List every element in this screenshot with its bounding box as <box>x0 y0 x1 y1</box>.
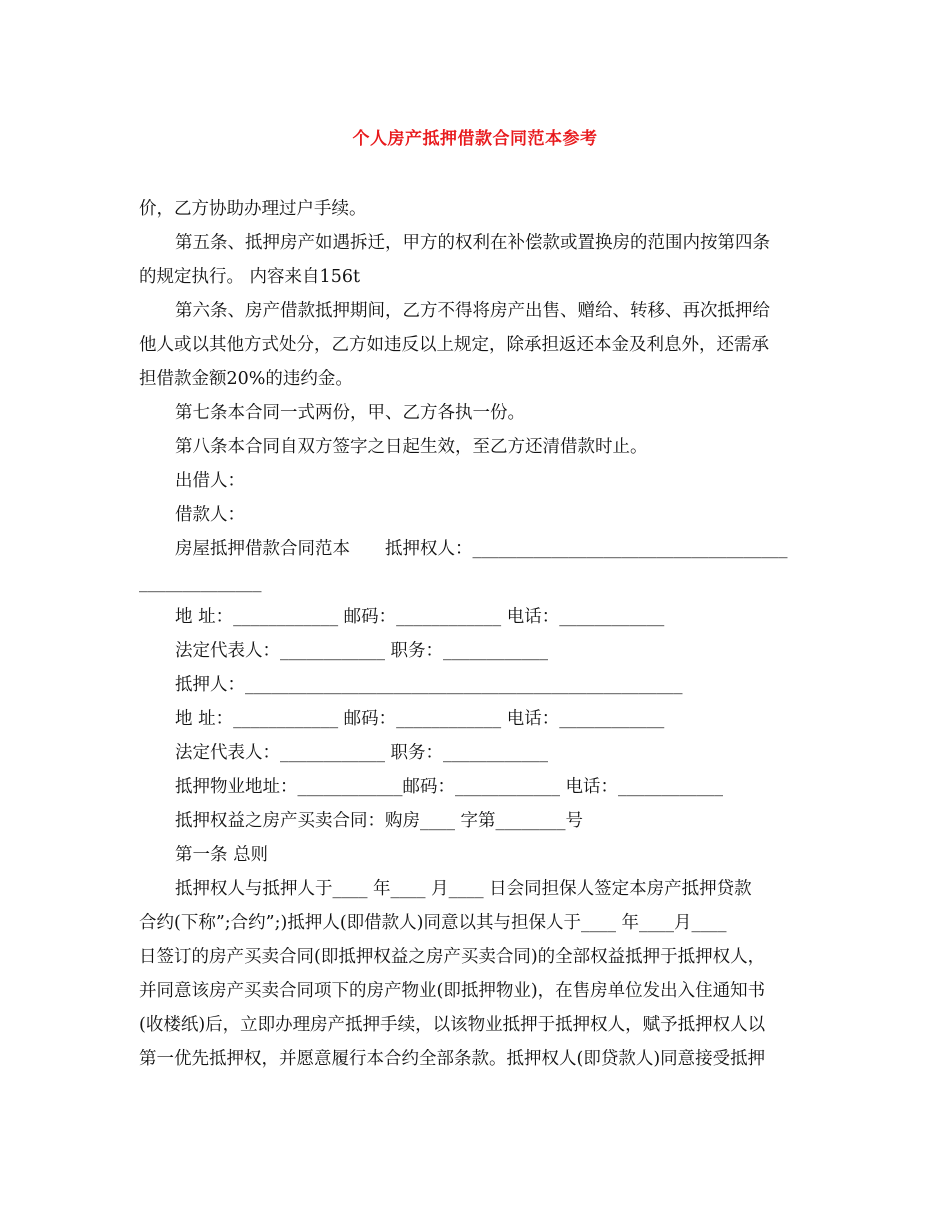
text-line: 第一优先抵押权，并愿意履行本合约全部条款。抵押权人(即贷款人)同意接受抵押 <box>139 1049 766 1069</box>
text-line: 并同意该房产买卖合同项下的房产物业(即抵押物业)，在售房单位发出入住通知书 <box>139 981 766 1001</box>
text-line: 第七条本合同一式两份，甲、乙方各执一份。 <box>175 403 525 423</box>
text-line: 地 址：____________ 邮码：____________ 电话：____________ <box>175 709 665 729</box>
text-line: 第五条、抵押房产如遇拆迁，甲方的权利在补偿款或置换房的范围内按第四条 <box>175 233 770 253</box>
text-line: 抵押权人与抵押人于____ 年____ 月____ 日会同担保人签定本房产抵押贷款 <box>175 879 752 899</box>
text-line: ______________ <box>139 573 262 593</box>
text-line: (收楼纸)后，立即办理房产抵押手续，以该物业抵押于抵押权人，赋予抵押权人以 <box>139 1015 766 1035</box>
text-line: 法定代表人：____________ 职务：____________ <box>175 641 549 661</box>
text-line: 第一条 总则 <box>175 845 269 865</box>
text-line: 法定代表人：____________ 职务：____________ <box>175 743 549 763</box>
text-line: 房屋抵押借款合同范本 抵押权人：____________________________________ <box>175 539 788 559</box>
text-line: 抵押权益之房产买卖合同：购房____ 字第________号 <box>175 811 584 831</box>
text-line: 担借款金额20%的违约金。 <box>139 369 353 389</box>
text-line: 他人或以其他方式处分，乙方如违反以上规定，除承担返还本金及利息外，还需承 <box>139 335 769 355</box>
text-line: 借款人： <box>175 505 245 525</box>
text-line: 第八条本合同自双方签字之日起生效，至乙方还清借款时止。 <box>175 437 648 457</box>
document-body <box>139 192 815 1076</box>
text-line: 第六条、房产借款抵押期间，乙方不得将房产出售、赠给、转移、再次抵押给 <box>175 301 770 321</box>
document-title: 个人房产抵押借款合同范本参考 <box>352 129 598 149</box>
text-line: 合约(下称”;合约”;)抵押人(即借款人)同意以其与担保人于____ 年____月____ <box>139 913 727 933</box>
text-line: 日签订的房产买卖合同(即抵押权益之房产买卖合同)的全部权益抵押于抵押权人， <box>139 947 766 967</box>
text-line: 价，乙方协助办理过户手续。 <box>139 199 367 219</box>
text-line: 的规定执行。 内容来自156t <box>139 267 360 287</box>
text-line: 出借人： <box>175 471 245 491</box>
text-line: 地 址：____________ 邮码：____________ 电话：____________ <box>175 607 665 627</box>
text-line: 抵押人：__________________________________________________ <box>175 675 683 695</box>
text-line: 抵押物业地址：____________邮码：____________ 电话：____________ <box>175 777 724 797</box>
